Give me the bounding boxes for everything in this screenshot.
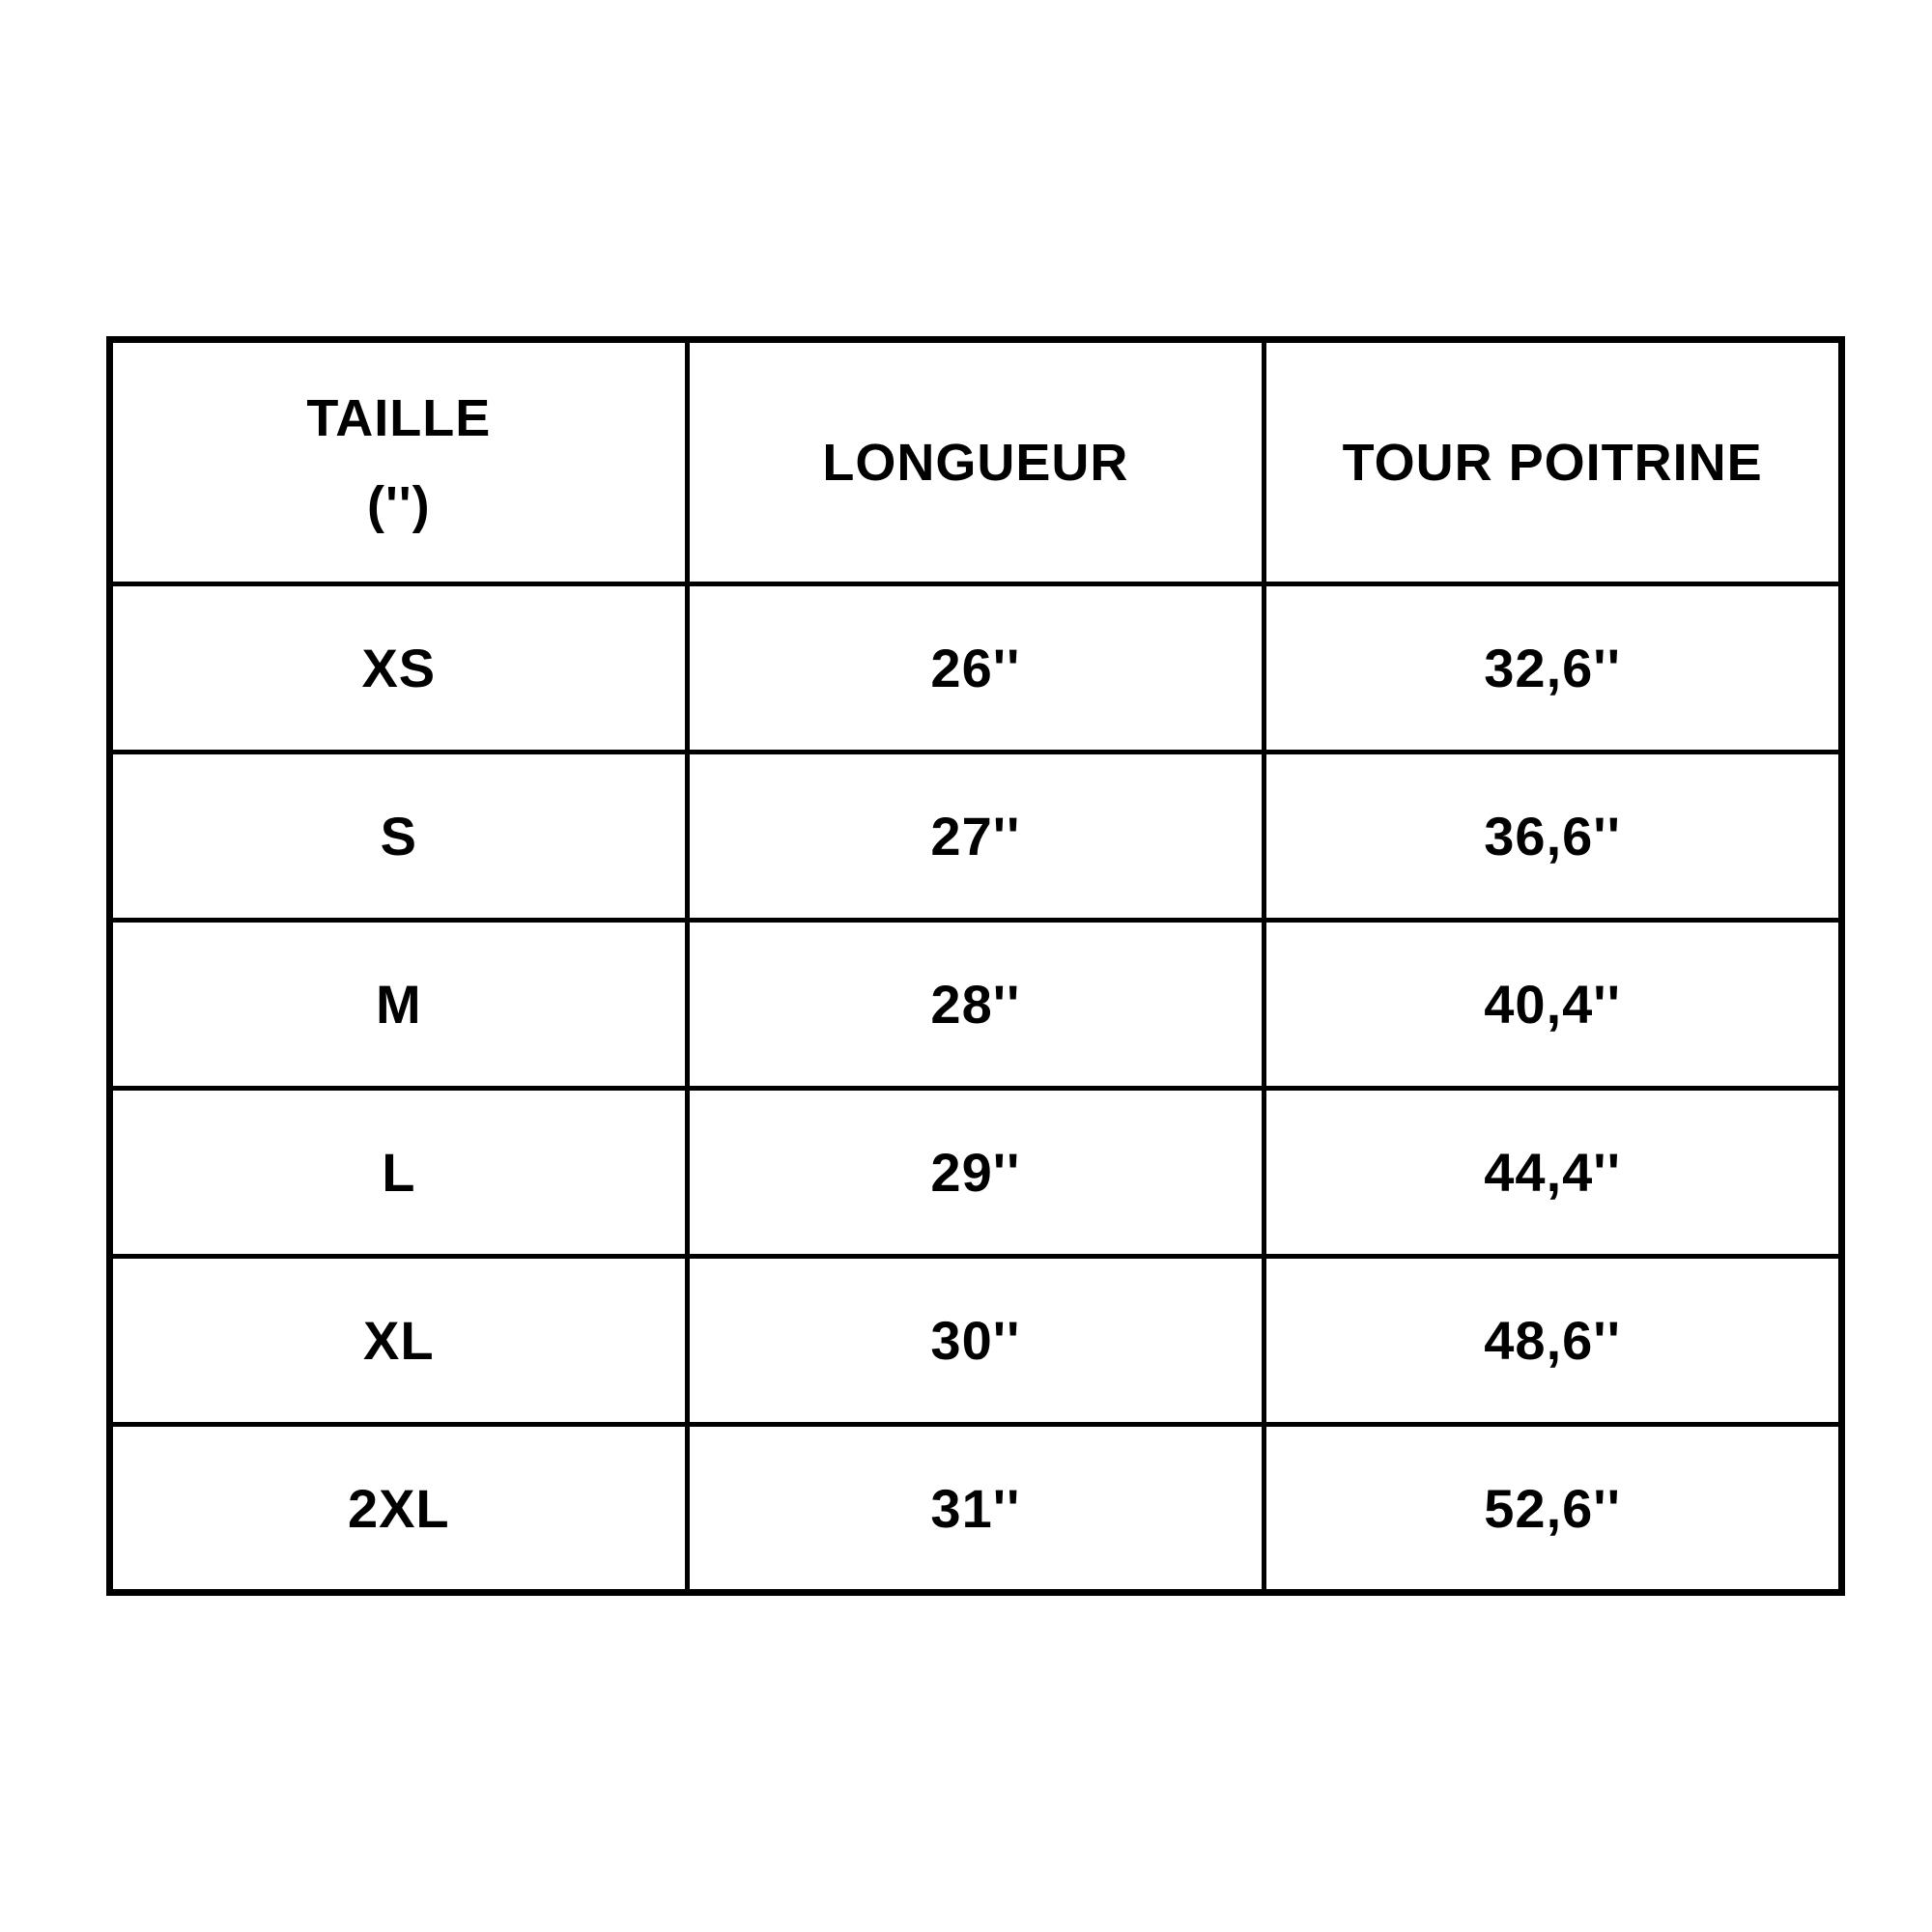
column-header-taille <box>110 340 688 584</box>
table-row-xl <box>110 1257 1842 1425</box>
cell-chest: 36,6'' <box>1264 753 1842 921</box>
table-row-2xl <box>110 1425 1842 1593</box>
table-row-m <box>110 921 1842 1089</box>
table-row-l <box>110 1089 1842 1257</box>
size-chart-table <box>106 336 1845 1596</box>
cell-chest: 32,6'' <box>1264 584 1842 753</box>
cell-chest: 40,4'' <box>1264 921 1842 1089</box>
cell-length: 28'' <box>687 921 1264 1089</box>
cell-chest: 44,4'' <box>1264 1089 1842 1257</box>
column-header-tour-poitrine: TOUR POITRINE <box>1264 340 1842 584</box>
table-row-xs <box>110 584 1842 753</box>
cell-size: XL <box>110 1257 688 1425</box>
column-header-longueur: LONGUEUR <box>687 340 1264 584</box>
cell-length: 31'' <box>687 1425 1264 1593</box>
cell-size: L <box>110 1089 688 1257</box>
cell-size: M <box>110 921 688 1089</box>
cell-size: 2XL <box>110 1425 688 1593</box>
cell-chest: 52,6'' <box>1264 1425 1842 1593</box>
cell-size: XS <box>110 584 688 753</box>
cell-length: 26'' <box>687 584 1264 753</box>
table-row-s <box>110 753 1842 921</box>
column-header-taille-line1: TAILLE <box>306 389 492 448</box>
cell-length: 27'' <box>687 753 1264 921</box>
column-header-taille-line2: ('') <box>366 475 431 534</box>
cell-length: 29'' <box>687 1089 1264 1257</box>
cell-chest: 48,6'' <box>1264 1257 1842 1425</box>
cell-length: 30'' <box>687 1257 1264 1425</box>
cell-size: S <box>110 753 688 921</box>
header-row <box>110 340 1842 584</box>
